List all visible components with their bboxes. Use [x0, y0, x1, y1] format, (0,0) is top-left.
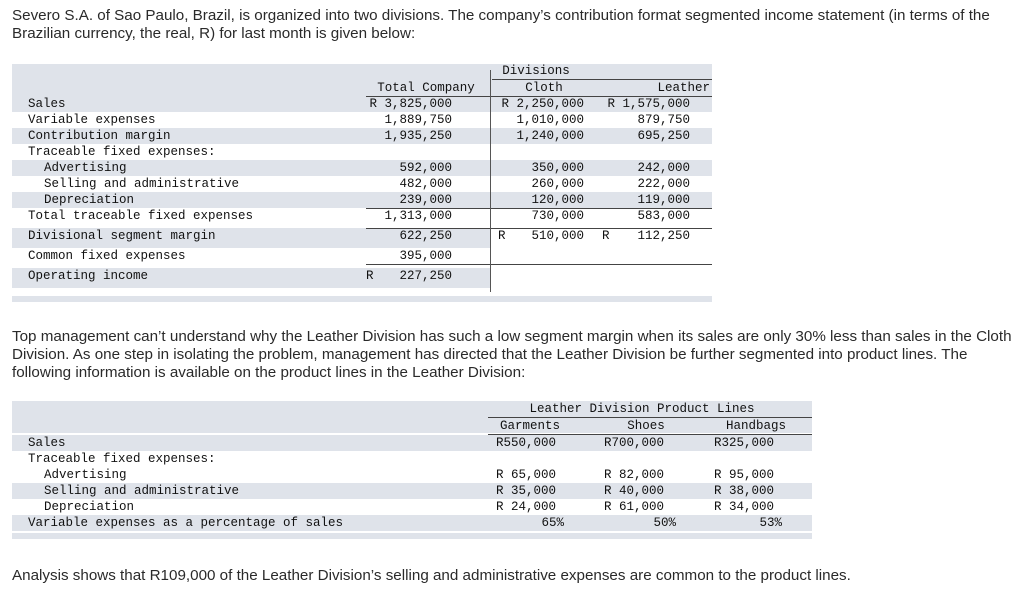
table-row: [12, 499, 812, 515]
table-row: [12, 112, 712, 128]
total-value: 622,250: [399, 229, 452, 243]
row-label: Sales: [28, 97, 66, 111]
product-lines-rule: [488, 417, 812, 418]
table-row: [12, 268, 490, 288]
col-cloth-header: Cloth: [525, 81, 563, 95]
garments-value: R550,000: [496, 436, 557, 450]
table-row: [12, 208, 712, 228]
leather-value: 242,000: [637, 161, 690, 175]
row-label: Divisional segment margin: [28, 229, 216, 243]
row-label: Total traceable fixed expenses: [28, 209, 254, 223]
total-value: 482,000: [399, 177, 452, 191]
row-label: Depreciation: [44, 500, 135, 514]
row-label: Traceable fixed expenses:: [28, 145, 216, 159]
cloth-value: R 2,250,000: [501, 97, 584, 111]
handbags-value: R 95,000: [714, 468, 775, 482]
row-label: Selling and administrative: [44, 484, 240, 498]
garments-value: R 35,000: [496, 484, 557, 498]
cloth-value: 350,000: [531, 161, 584, 175]
col-garments-header: Garments: [499, 419, 560, 433]
cloth-value: 260,000: [531, 177, 584, 191]
handbags-value: R325,000: [714, 436, 775, 450]
cloth-value: 120,000: [531, 193, 584, 207]
row-label: Variable expenses: [28, 113, 156, 127]
segmented-income-statement: [12, 64, 712, 304]
currency-prefix: R: [498, 229, 506, 243]
intro-paragraph: Severo S.A. of Sao Paulo, Brazil, is organized into two divisions. The company’s contribution format segmented income statement (in terms of the Brazilian currency, the real, R) for last month is given below:: [12, 7, 990, 42]
total-value: 592,000: [399, 161, 452, 175]
shoes-value: R700,000: [604, 436, 665, 450]
table-row: [12, 144, 712, 160]
col-leather-header: Leather: [657, 81, 710, 95]
header-rule: [366, 96, 712, 97]
table-row: [12, 160, 712, 176]
row-label: Contribution margin: [28, 129, 171, 143]
table-row: [12, 483, 812, 499]
table-row: [12, 228, 690, 248]
cloth-value: 1,010,000: [516, 113, 584, 127]
leather-value: 112,250: [637, 229, 690, 243]
garments-value: R 65,000: [496, 468, 557, 482]
currency-prefix: R: [366, 269, 374, 283]
row-label: Advertising: [44, 161, 127, 175]
total-value: 227,250: [399, 269, 452, 283]
divisions-rule: [492, 79, 712, 80]
handbags-value: R 34,000: [714, 500, 775, 514]
total-value: 1,313,000: [384, 209, 452, 223]
leather-value: 879,750: [637, 113, 690, 127]
row-label: Common fixed expenses: [28, 249, 186, 263]
total-value: 1,935,250: [384, 129, 452, 143]
leather-value: 119,000: [637, 193, 690, 207]
table-row: [12, 467, 812, 483]
handbags-value: 53%: [759, 516, 782, 530]
shoes-value: 50%: [653, 516, 676, 530]
middle-paragraph: Top management can’t understand why the Leather Division has such a low segment margin when its sales are only 30% less than sales in the Cloth Division. As one step in isolating the problem, management has directed that the Leather Division be further segmented into product lines. The following information is available on the product lines in the Leather Division:: [12, 328, 1012, 381]
table-row: [12, 451, 812, 467]
cloth-value: 1,240,000: [516, 129, 584, 143]
col-handbags-header: Handbags: [725, 419, 786, 433]
table-row: [12, 192, 712, 208]
shoes-value: R 82,000: [604, 468, 665, 482]
subtotal-rule: [366, 228, 712, 229]
total-value: R 3,825,000: [369, 97, 452, 111]
closing-paragraph: Analysis shows that R109,000 of the Leather Division’s selling and administrative expenses are common to the product lines.: [12, 567, 851, 584]
leather-value: 695,250: [637, 129, 690, 143]
table-bottom-bar: [12, 296, 712, 302]
row-label: Traceable fixed expenses:: [28, 452, 216, 466]
leather-value: 222,000: [637, 177, 690, 191]
shoes-value: R 61,000: [604, 500, 665, 514]
shoes-value: R 40,000: [604, 484, 665, 498]
divisions-header: Divisions: [502, 64, 570, 78]
table-row: [12, 128, 712, 144]
leather-value: 583,000: [637, 209, 690, 223]
garments-value: R 24,000: [496, 500, 557, 514]
col-shoes-header: Shoes: [627, 419, 665, 433]
handbags-value: R 38,000: [714, 484, 775, 498]
product-lines-header: Leather Division Product Lines: [529, 402, 755, 416]
table-row: [12, 435, 812, 451]
row-label: Operating income: [28, 269, 149, 283]
column-divider: [490, 70, 491, 292]
row-label: Variable expenses as a percentage of sales: [28, 516, 344, 530]
total-value: 239,000: [399, 193, 452, 207]
cloth-value: 510,000: [531, 229, 584, 243]
table-bottom-bar: [12, 533, 812, 539]
leather-value: R 1,575,000: [607, 97, 690, 111]
currency-prefix: R: [602, 229, 610, 243]
row-label: Selling and administrative: [44, 177, 240, 191]
table-row: [12, 248, 490, 268]
table-row: [12, 96, 712, 112]
garments-value: 65%: [541, 516, 564, 530]
subtotal-rule: [366, 264, 490, 265]
cloth-value: 730,000: [531, 209, 584, 223]
row-label: Depreciation: [44, 193, 135, 207]
table-row: [12, 176, 712, 192]
col-total-header: Total Company: [377, 81, 475, 95]
row-label: Advertising: [44, 468, 127, 482]
total-value: 1,889,750: [384, 113, 452, 127]
table-row: [12, 515, 812, 531]
total-value: 395,000: [399, 249, 452, 263]
header-rule: [488, 434, 812, 435]
row-label: Sales: [28, 436, 66, 450]
product-lines-table: [12, 401, 812, 543]
